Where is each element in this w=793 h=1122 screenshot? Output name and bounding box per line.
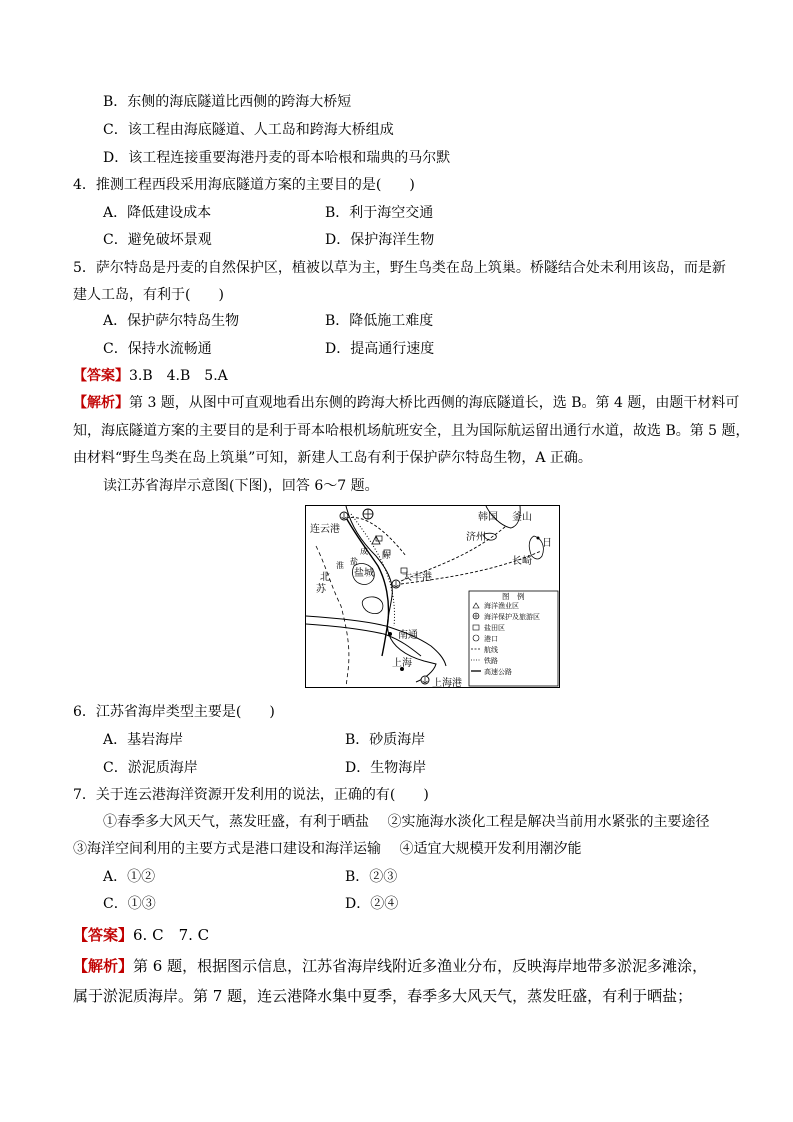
q6-stem: 6．江苏省海岸类型主要是( ) [73, 704, 275, 720]
q6-option-a: A．基岩海岸 [103, 732, 184, 748]
label-korea: 韩国 [478, 512, 498, 523]
q7-option-b: B．②③ [345, 869, 398, 885]
q6-option-c: C．淤泥质海岸 [103, 760, 198, 776]
label-nagasaki: 长崎 [512, 556, 532, 567]
explanation-tag: 【解析】 [73, 395, 129, 411]
q4-option-d: D．保护海洋生物 [325, 232, 435, 248]
label-jeju: 济州 [466, 532, 486, 543]
legend-item: 盐田区 [484, 624, 505, 632]
label-chen: 陈 [382, 551, 390, 560]
label-japan: 日 [542, 538, 552, 549]
answer-text: 3.B 4.B 5.A [129, 368, 228, 384]
legend-item: 航线 [484, 646, 498, 654]
explanation-tag: 【解析】 [73, 957, 134, 975]
q4-option-a: A．降低建设成本 [103, 205, 212, 221]
label-busan: 釜山 [512, 512, 532, 523]
yangtze-river [306, 616, 446, 666]
answer-block-1 [73, 366, 228, 386]
q7-stem: 7．关于连云港海洋资源开发利用的说法，正确的有( ) [73, 787, 429, 803]
legend-item: 海洋渔业区 [484, 602, 519, 610]
legend-title: 图 例 [502, 592, 525, 601]
label-huai: 淮 [336, 561, 344, 570]
label-nantong: 南通 [398, 630, 418, 641]
q3-option-d: D．该工程连接重要海港丹麦的哥本哈根和瑞典的马尔默 [103, 150, 451, 166]
q5-option-c: C．保持水流畅通 [103, 341, 212, 357]
jiangsu-coast-map [305, 505, 560, 688]
q3-option-b: B．东侧的海底隧道比西侧的跨海大桥短 [103, 94, 352, 110]
city-dot [388, 632, 392, 636]
q3-option-c: C．该工程由海底隧道、人工岛和跨海大桥组成 [103, 122, 394, 138]
q6-option-b: B．砂质海岸 [345, 732, 426, 748]
q6-option-d: D．生物海岸 [345, 760, 427, 776]
legend-item: 港口 [484, 635, 498, 643]
label-shanghai-port: 上海港 [432, 678, 462, 687]
label-su: 苏 [316, 584, 326, 595]
explanation-1-line2: 知，海底隧道方案的主要目的是利于哥本哈根机场航班安全，且为国际航运留出通行水道，故选 B。第 5 题， [73, 423, 750, 439]
q7-statement-3-4: ③海洋空间利用的主要方式是港口建设和海洋运输 ④适宜大规模开发利用潮汐能 [73, 841, 582, 857]
coastline [346, 506, 436, 682]
answer-text: 6. C 7. C [133, 926, 210, 944]
label-lianyungang: 连云港 [310, 524, 340, 535]
q5-option-d: D．提高通行速度 [325, 341, 435, 357]
q5-stem-line2: 建人工岛，有利于( ) [73, 287, 224, 303]
legend-item: 高速公路 [484, 668, 512, 676]
explanation-1-line1 [73, 393, 739, 413]
label-shanghai: 上海 [392, 658, 412, 669]
q7-option-d: D．②④ [345, 896, 399, 912]
answer-tag: 【答案】 [73, 368, 129, 384]
answer-tag: 【答案】 [73, 926, 134, 944]
highway [344, 514, 389, 656]
q4-stem: 4．推测工程西段采用海底隧道方案的主要目的是( ) [73, 177, 415, 193]
q7-option-a: A．①② [103, 869, 156, 885]
lake [362, 597, 383, 614]
q5-option-b: B．降低施工难度 [325, 313, 434, 329]
legend-item: 铁路 [484, 657, 498, 665]
port-icon [421, 676, 429, 684]
label-yan: 盐 [350, 557, 358, 566]
explanation-1-line3: 由材料“野生鸟类在岛上筑巢”可知，新建人工岛有利于保护萨尔特岛生物，A 正确。 [73, 450, 592, 466]
map-legend [469, 591, 558, 686]
q4-option-b: B．利于海空交通 [325, 205, 434, 221]
explanation-2-line2: 属于淤泥质海岸。第 7 题，连云港降水集中夏季，春季多大风天气，蒸发旺盛，有利于晒盐； [73, 987, 693, 1005]
map-svg [306, 506, 559, 687]
port-icon [340, 512, 348, 520]
q7-statement-1-2: ①春季多大风天气，蒸发旺盛，有利于晒盐 ②实施海水淡化工程是解决当前用水紧张的主要途径 [103, 814, 710, 830]
q4-option-c: C．避免破坏景观 [103, 232, 212, 248]
label-cheng: 成 [360, 547, 368, 556]
q7-option-c: C．①③ [103, 896, 156, 912]
label-dafeng: 大丰港 [402, 572, 432, 583]
label-north: 北 [320, 572, 330, 583]
explanation-2-line1 [73, 955, 707, 977]
q5-option-a: A．保护萨尔特岛生物 [103, 313, 240, 329]
explanation-text: 第 3 题，从图中可直观地看出东侧的跨海大桥比西侧的海底隧道长，选 B。第 4 题，由题干材料可 [129, 395, 740, 411]
answer-block-2 [73, 925, 209, 945]
map-intro: 读江苏省海岸示意图(下图)，回答 6～7 题。 [103, 478, 379, 494]
port-icon [392, 580, 400, 588]
legend-item: 海洋保护及旅游区 [484, 613, 540, 621]
q5-stem-line1: 5．萨尔特岛是丹麦的自然保护区，植被以草为主，野生鸟类在岛上筑巢。桥隧结合处未利用该岛，而是新 [73, 260, 726, 276]
marine-protection-icon [363, 509, 373, 519]
explanation-text: 第 6 题，根据图示信息，江苏省海岸线附近多渔业分布，反映海岸地带多淤泥多滩涂， [133, 957, 708, 975]
city-dot [537, 537, 540, 540]
label-yancheng: 盐城 [354, 568, 374, 579]
